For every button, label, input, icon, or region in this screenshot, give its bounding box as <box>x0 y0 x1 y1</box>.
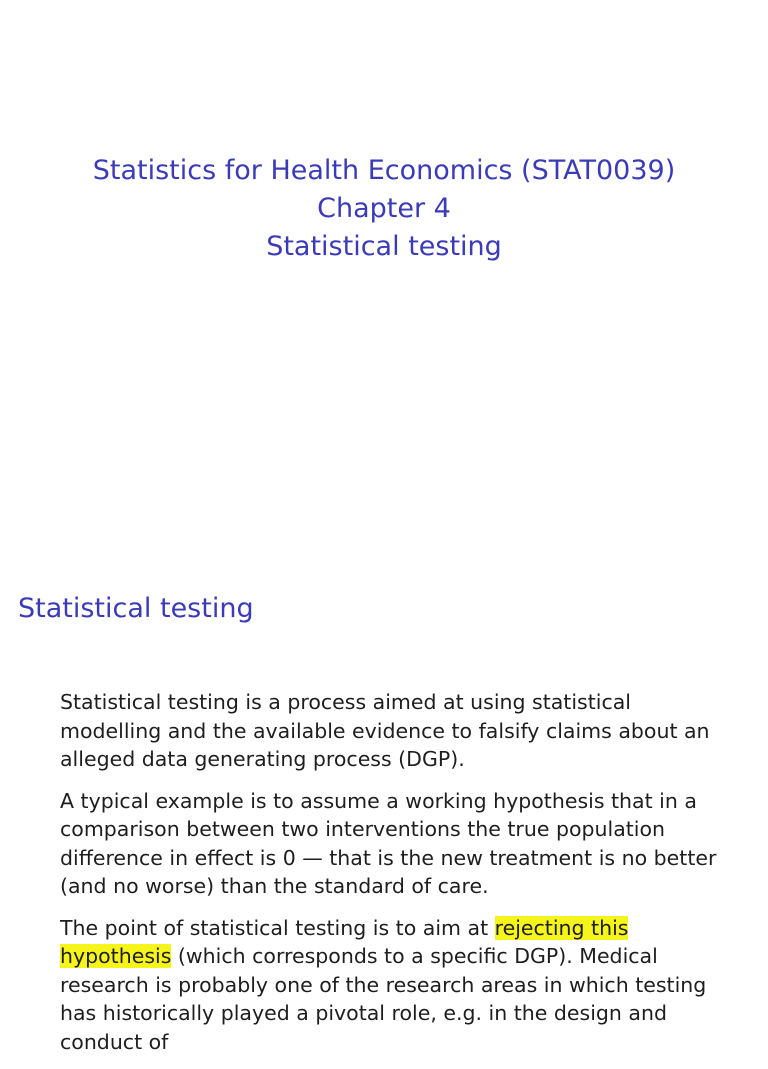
chapter-title: Statistical testing <box>266 231 502 262</box>
title-block <box>0 152 768 266</box>
paragraph-3-end: (which corresponds to a specific DGP). Medical research is probably one of the research areas in which testing has historically played a pivotal role, e.g. in the design and conduct of <box>60 944 707 1054</box>
paragraph-3-start: The point of statistical testing is to aim at <box>60 915 495 940</box>
body-text <box>60 688 720 1069</box>
highlighted-phrase: rejecting this hypothesis <box>60 915 629 968</box>
paragraph-2: A typical example is to assume a working hypothesis that in a comparison between two interventions the true population difference in effect is 0 — that is the new treatment is no better (and no worse) than the standard of care. <box>60 788 717 898</box>
course-title: Statistics for Health Economics (STAT0039) <box>92 155 676 186</box>
paragraph-1: Statistical testing is a process aimed at using statistical modelling and the available evidence to falsify claims about an alleged data generating process (DGP). <box>60 690 710 771</box>
section-heading: Statistical testing <box>18 593 254 624</box>
chapter-number: Chapter 4 <box>317 193 451 224</box>
paragraph-3 <box>60 914 720 1057</box>
